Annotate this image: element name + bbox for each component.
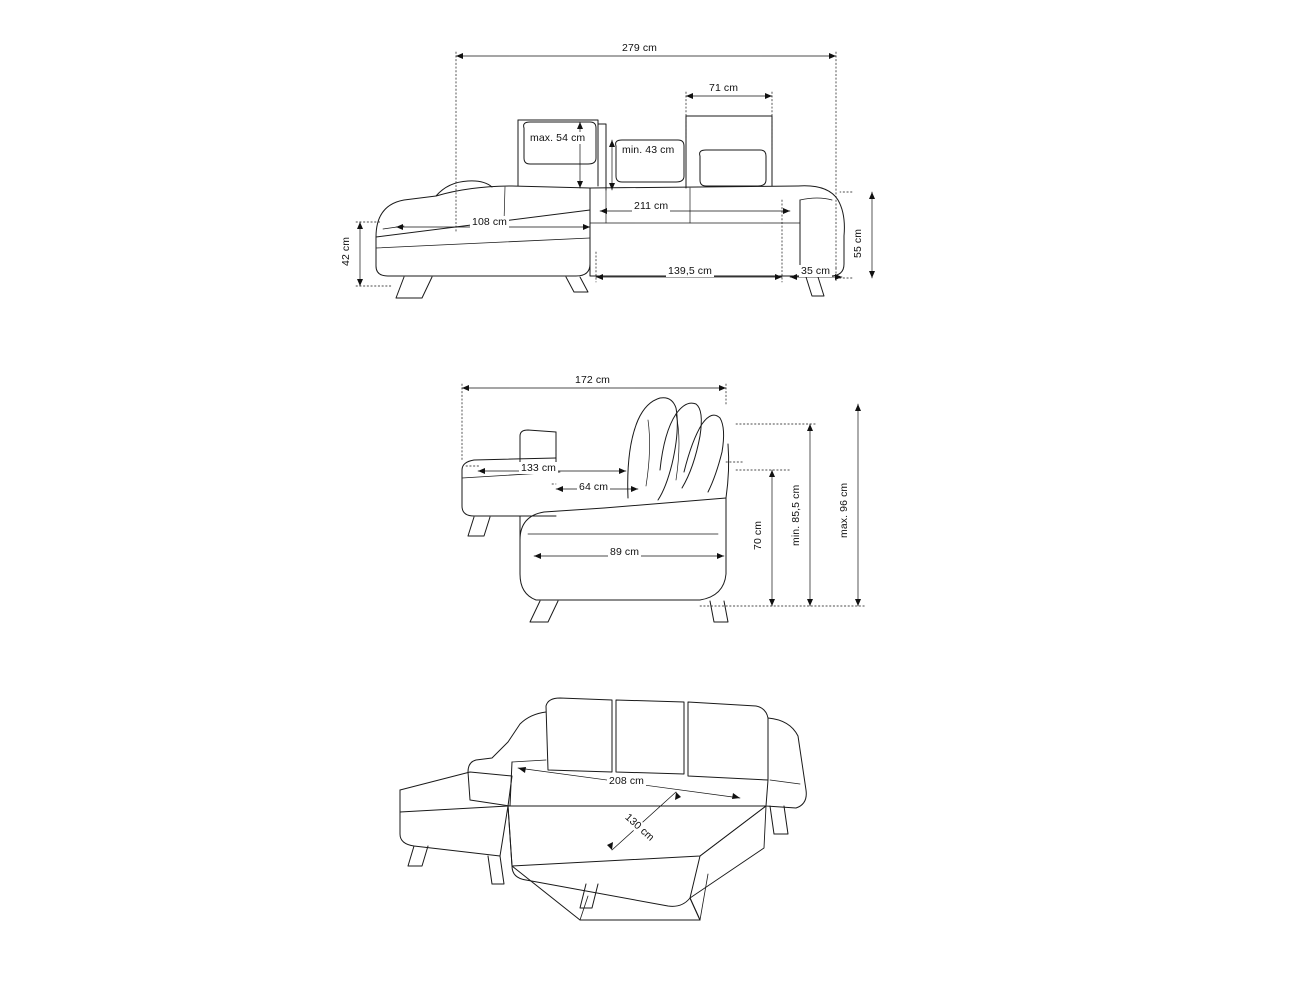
dim-label-sofa-body-width: 139,5 cm: [668, 265, 712, 277]
dim-label-overall-width: 279 cm: [622, 42, 658, 54]
dim-label-seat-depth-64: 64 cm: [579, 481, 609, 493]
dim-label-total-height-max: max. 96 cm: [838, 482, 850, 538]
dim-label-main-seat-width: 211 cm: [634, 200, 669, 212]
dim-label-armrest-width: 35 cm: [801, 265, 831, 277]
dim-label-back-height-70: 70 cm: [752, 520, 764, 550]
dim-label-seat-back-width: 71 cm: [709, 82, 739, 94]
side-view-dimension-lines: [462, 384, 866, 606]
dim-label-chaise-seat-width: 108 cm: [472, 216, 508, 228]
dim-label-headrest-max-height: max. 54 cm: [530, 132, 586, 144]
dim-label-headrest-min-height: min. 43 cm: [622, 144, 675, 156]
front-view-sofa-outline: [376, 116, 844, 298]
dim-label-sofa-depth-89: 89 cm: [610, 546, 640, 558]
dim-label-total-height-min: min. 85,5 cm: [790, 484, 802, 546]
dim-label-chaise-depth: 133 cm: [521, 462, 557, 474]
dim-label-bed-length: 208 cm: [609, 775, 645, 787]
dim-label-backrest-height: 55 cm: [852, 228, 864, 258]
dim-label-bed-width: 130 cm: [622, 811, 657, 844]
dim-label-seat-height: 42 cm: [340, 236, 352, 266]
bed-view-sofa-outline: [400, 698, 806, 920]
dim-label-overall-depth: 172 cm: [575, 374, 611, 386]
side-view-sofa-outline: [462, 398, 729, 622]
